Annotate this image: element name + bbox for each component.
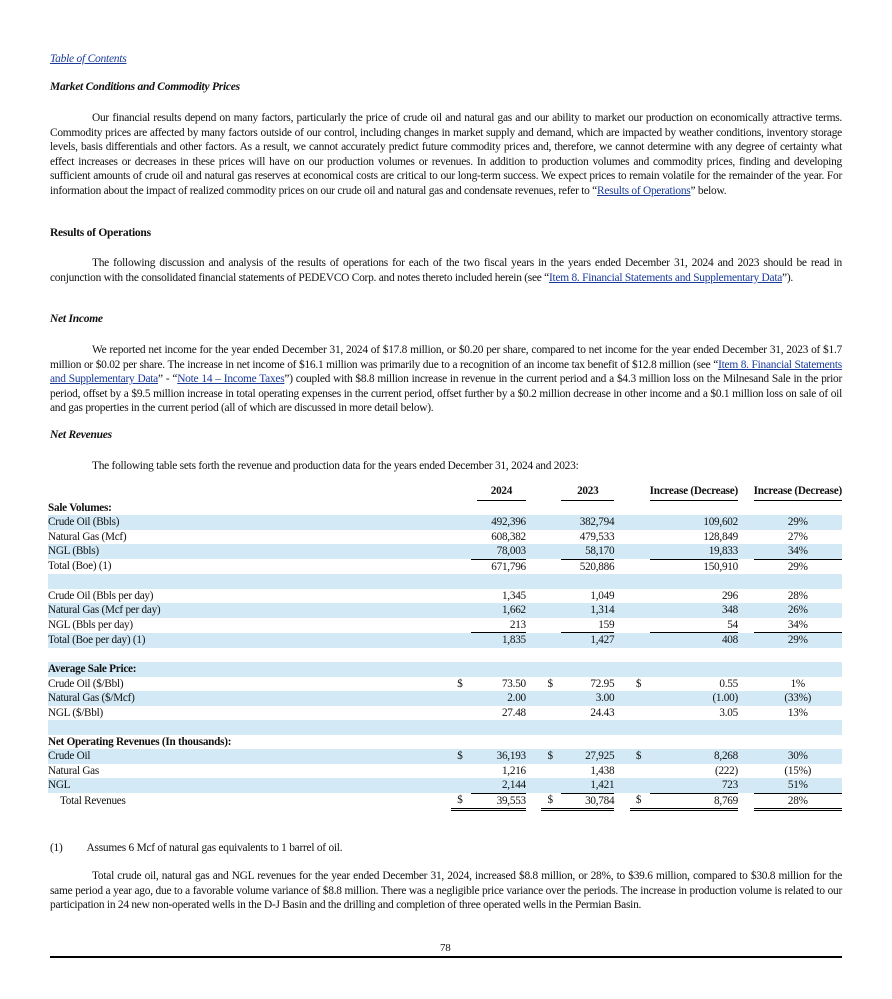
dollar-sign [451, 603, 471, 618]
dollar-sign [630, 778, 650, 793]
dollar-sign [451, 559, 471, 574]
value-2024: 1,345 [501, 589, 526, 602]
dollar-sign [451, 633, 471, 648]
dollar-sign [630, 603, 650, 618]
value-change-percent [754, 662, 842, 677]
table-row [48, 764, 842, 779]
dollar-sign: $ [451, 749, 471, 764]
dollar-sign [451, 691, 471, 706]
value-2023: 30,784 [561, 793, 614, 810]
value-2024: 671,796 [491, 560, 526, 573]
value-change-percent: 27% [787, 530, 808, 543]
value-change: 296 [721, 589, 738, 602]
dollar-sign [451, 706, 471, 721]
dollar-sign [630, 544, 650, 559]
value-2024 [471, 735, 526, 750]
dollar-sign [630, 735, 650, 750]
value-2023: 1,438 [590, 764, 615, 777]
revenue-production-table [48, 484, 842, 811]
dollar-sign [541, 544, 561, 559]
value-change-percent [754, 574, 842, 589]
row-label: Crude Oil ($/Bbl) [48, 677, 124, 690]
value-2024: 78,003 [471, 544, 526, 559]
dollar-sign: $ [547, 677, 553, 690]
dollar-sign [451, 544, 471, 559]
value-2024: 2.00 [471, 691, 526, 706]
footnote-text: Assumes 6 Mcf of natural gas equivalents to 1 barrel of oil. [86, 842, 343, 854]
value-2024: 73.50 [501, 677, 526, 690]
footnote [50, 842, 342, 854]
footnote-marker: (1) [50, 842, 63, 854]
row-label: Natural Gas (Mcf) [48, 530, 127, 543]
paragraph-text: Our financial results depend on many factors, particularly the price of crude oil and natural gas and our ability to market our production on economically attractive terms. Commodity prices are affected by many factors outside of our control, including changes in market supply and demand, which are impacted by weather conditions, inventory storage levels, basis differentials and other factors. As a result, we cannot accurately predict future commodity prices and, therefore, we cannot determine with any degree of certainty what effect increases or decreases in these prices will have on our production volumes or revenues. In addition to production volumes and commodity prices, finding and developing sufficient amounts of crude oil and natural gas reserves at economical costs are critical to our long-term success. We expect prices to remain volatile for the remainder of the year. For information about the impact of realized commodity prices on our crude oil and natural gas and condensate revenues, refer to “ [50, 112, 842, 197]
col-header-2024: 2024 [477, 484, 526, 501]
value-change-percent: (33%) [754, 691, 842, 706]
market-conditions-paragraph [50, 111, 842, 199]
item8-link[interactable]: Item 8. Financial Statements and Supplementary Data [549, 271, 783, 284]
value-change: 8,268 [650, 749, 738, 764]
table-row [48, 603, 842, 618]
row-label: Natural Gas (Mcf per day) [48, 603, 451, 618]
value-2024 [471, 720, 526, 735]
item8-link[interactable]: Item 8. Financial Statements and Supplementary Data [50, 358, 842, 386]
note14-link[interactable]: Note 14 – Income Taxes [177, 373, 285, 386]
value-change [650, 648, 738, 663]
value-change-percent: 28% [787, 589, 808, 602]
value-change-percent: 29% [754, 515, 842, 530]
table-row [48, 749, 842, 764]
value-change: (222) [714, 764, 738, 777]
row-label: NGL (Bbls) [48, 544, 451, 559]
value-change-percent: 13% [787, 706, 808, 719]
table-row [48, 544, 842, 559]
dollar-sign: $ [630, 793, 650, 810]
dollar-sign [630, 530, 650, 545]
value-2023: 58,170 [561, 544, 614, 559]
value-2024: 492,396 [471, 515, 526, 530]
value-2023: 479,533 [579, 530, 615, 543]
dollar-sign [541, 720, 561, 735]
value-change-percent: 1% [790, 677, 805, 690]
row-label: Natural Gas [48, 764, 99, 777]
paragraph-text: ” below. [690, 184, 727, 197]
value-change: 109,602 [650, 515, 738, 530]
value-2023: 382,794 [561, 515, 614, 530]
value-change [650, 574, 738, 589]
dollar-sign: $ [630, 749, 650, 764]
table-row [48, 662, 842, 677]
value-change: 0.55 [719, 677, 738, 690]
row-label [48, 648, 451, 663]
dollar-sign [630, 720, 650, 735]
value-change: 128,849 [703, 530, 738, 543]
row-label [48, 574, 451, 589]
dollar-sign [630, 691, 650, 706]
value-2024: 39,553 [471, 793, 526, 810]
paragraph-text: ”) coupled with $8.8 million increase in revenue in the current period and a $4.3 million loss on the Milnesand Sale in the prior period, offset by a $9.5 million increase in total operating expenses in the current period, offset further by a $0.2 million decrease in other income and a $0.1 million loss on sale of oil and gas properties in the current period (all of which are discussed in more detail below). [50, 373, 842, 415]
value-2023: 24.43 [590, 706, 615, 719]
table-spacer-row [48, 720, 842, 735]
value-change-percent: 29% [754, 633, 842, 648]
dollar-sign [541, 589, 561, 604]
dollar-sign: $ [457, 677, 463, 690]
section-heading-net-revenues: Net Revenues [50, 429, 112, 441]
row-label: Total (Boe) (1) [48, 560, 112, 573]
value-change-percent [754, 648, 842, 663]
table-row [48, 691, 842, 706]
value-2024: 1,835 [471, 633, 526, 648]
value-2024 [471, 501, 526, 516]
dollar-sign [541, 764, 561, 779]
paragraph-text: ” - “ [157, 373, 178, 386]
value-2023: 27,925 [561, 749, 614, 764]
table-row [48, 778, 842, 793]
paragraph-text: Total crude oil, natural gas and NGL revenues for the year ended December 31, 2024, increased $8.8 million, or 28%, to $39.6 million, compared to $30.8 million for the same period a year ago, due to a favorable volume variance of $8.8 million. There was a negligible price variance over the periods. The increase in production volume is related to our participation in 24 new non-operated wells in the D-J Basin and the drilling and completion of three operated wells in the Permian Basin. [50, 870, 842, 912]
value-change [650, 662, 738, 677]
row-label: Total Revenues [60, 795, 126, 807]
value-2023 [561, 662, 614, 677]
dollar-sign [451, 501, 471, 516]
dollar-sign [630, 501, 650, 516]
section-heading-market-conditions: Market Conditions and Commodity Prices [50, 81, 240, 93]
value-change-percent: 26% [754, 603, 842, 618]
value-2023: 3.00 [561, 691, 614, 706]
value-change: 723 [650, 778, 738, 793]
value-2024: 1,662 [471, 603, 526, 618]
value-2024: 1,216 [501, 764, 526, 777]
page-number: 78 [440, 942, 451, 954]
value-2024: 36,193 [471, 749, 526, 764]
dollar-sign [451, 735, 471, 750]
row-label [48, 720, 451, 735]
row-label: Natural Gas ($/Mcf) [48, 691, 451, 706]
col-header-2023: 2023 [561, 484, 614, 501]
row-label: Crude Oil [48, 749, 451, 764]
footer-rule [50, 956, 842, 958]
dollar-sign [630, 589, 650, 604]
dollar-sign [541, 735, 561, 750]
col-header-increase-percent: Increase (Decrease) [754, 484, 842, 501]
value-2024: 608,382 [491, 530, 526, 543]
row-label: Total (Boe per day) (1) [48, 633, 451, 648]
dollar-sign [541, 633, 561, 648]
dollar-sign [630, 706, 650, 721]
row-label: Net Operating Revenues (In thousands): [48, 735, 232, 748]
dollar-sign [451, 720, 471, 735]
value-change-percent [754, 735, 842, 750]
value-2024 [471, 662, 526, 677]
table-spacer-row [48, 574, 842, 589]
results-paragraph [50, 256, 842, 285]
dollar-sign [451, 662, 471, 677]
section-heading-net-income: Net Income [50, 313, 103, 325]
dollar-sign [541, 618, 561, 633]
row-label: Crude Oil (Bbls) [48, 515, 451, 530]
table-row [48, 706, 842, 721]
dollar-sign: $ [635, 677, 642, 690]
row-label: Crude Oil (Bbls per day) [48, 589, 154, 602]
dollar-sign [451, 618, 471, 633]
value-2023: 520,886 [579, 560, 615, 573]
value-2023 [561, 501, 614, 516]
row-label: NGL [48, 778, 451, 793]
net-income-paragraph [50, 343, 842, 416]
value-2024: 213 [471, 618, 526, 633]
table-row [48, 633, 842, 648]
value-change-percent [754, 720, 842, 735]
paragraph-text: The following table sets forth the revenue and production data for the years ended December 31, 2024 and 2023: [92, 460, 579, 472]
results-of-operations-link[interactable]: Results of Operations [597, 184, 691, 197]
dollar-sign [630, 559, 650, 574]
dollar-sign [451, 530, 471, 545]
dollar-sign: $ [541, 793, 561, 810]
row-label: NGL (Bbls per day) [48, 618, 133, 631]
dollar-sign [630, 648, 650, 663]
value-change-percent: 30% [754, 749, 842, 764]
dollar-sign [630, 574, 650, 589]
value-2023 [561, 735, 614, 750]
value-2024: 27.48 [501, 706, 526, 719]
value-2023 [561, 720, 614, 735]
value-2024 [471, 648, 526, 663]
value-2023: 72.95 [590, 677, 615, 690]
dollar-sign [630, 662, 650, 677]
dollar-sign [451, 764, 471, 779]
dollar-sign [630, 764, 650, 779]
dollar-sign [451, 778, 471, 793]
dollar-sign [630, 618, 650, 633]
table-of-contents-link[interactable]: Table of Contents [50, 53, 127, 65]
value-2023: 1,049 [590, 589, 615, 602]
value-change-percent [754, 501, 842, 516]
row-label: Sale Volumes: [48, 501, 112, 514]
dollar-sign: $ [451, 793, 471, 810]
dollar-sign [541, 706, 561, 721]
col-header-increase-amount: Increase (Decrease) [650, 484, 738, 501]
paragraph-text: We reported net income for the year ended December 31, 2024 of $17.8 million, or $0.20 per share, compared to net income for the year ended December 31, 2023 of $1.7 million or $0.02 per share. The increase in net income of $16.1 million was primarily due to a recognition of an income tax benefit of $12.8 million (see “ [50, 344, 842, 371]
table-row [48, 677, 842, 692]
value-2023 [561, 574, 614, 589]
row-label: Average Sale Price: [48, 662, 451, 677]
dollar-sign [541, 691, 561, 706]
value-2023: 1,427 [561, 633, 614, 648]
value-change-percent: 34% [754, 618, 842, 633]
value-2023 [561, 648, 614, 663]
paragraph-text: ”). [782, 271, 793, 284]
table-row [48, 501, 842, 516]
value-change: 348 [650, 603, 738, 618]
dollar-sign [541, 574, 561, 589]
value-change-percent: (15%) [784, 764, 812, 777]
value-2023: 159 [561, 618, 614, 633]
value-2023: 1,314 [561, 603, 614, 618]
value-change: 8,769 [650, 793, 738, 810]
value-change-percent: 51% [754, 778, 842, 793]
paragraph-text: The following discussion and analysis of the results of operations for each of the two fiscal years in the years ended December 31, 2024 and 2023 should be read in conjunction with the consolidated financial statements of PEDEVCO Corp. and notes thereto included herein (see “ [50, 257, 842, 284]
value-2023: 1,421 [561, 778, 614, 793]
table-row [48, 793, 842, 810]
section-heading-results-of-operations: Results of Operations [50, 227, 151, 239]
dollar-sign [541, 501, 561, 516]
dollar-sign [630, 515, 650, 530]
table-header-row [48, 484, 842, 501]
value-2024: 2,144 [471, 778, 526, 793]
dollar-sign [630, 633, 650, 648]
value-change-percent: 34% [754, 544, 842, 559]
dollar-sign [541, 515, 561, 530]
value-change: 150,910 [703, 560, 738, 573]
row-label: NGL ($/Bbl) [48, 706, 103, 719]
table-spacer-row [48, 648, 842, 663]
table-row [48, 530, 842, 545]
table-row [48, 589, 842, 604]
value-change: 408 [650, 633, 738, 648]
value-change-percent: 28% [754, 793, 842, 810]
dollar-sign [541, 603, 561, 618]
value-change [650, 735, 738, 750]
dollar-sign [451, 589, 471, 604]
table-row [48, 735, 842, 750]
dollar-sign [541, 648, 561, 663]
value-change-percent: 29% [787, 560, 808, 573]
value-change [650, 501, 738, 516]
dollar-sign [451, 515, 471, 530]
value-change: 54 [650, 618, 738, 633]
dollar-sign: $ [541, 749, 561, 764]
table-row [48, 559, 842, 574]
value-change: 3.05 [719, 706, 738, 719]
net-revenues-intro [50, 459, 842, 474]
dollar-sign [451, 648, 471, 663]
dollar-sign [541, 662, 561, 677]
value-change: (1.00) [650, 691, 738, 706]
dollar-sign [451, 574, 471, 589]
value-change [650, 720, 738, 735]
table-row [48, 618, 842, 633]
table-row [48, 515, 842, 530]
dollar-sign [541, 530, 561, 545]
value-2024 [471, 574, 526, 589]
dollar-sign [541, 778, 561, 793]
dollar-sign [541, 559, 561, 574]
value-change: 19,833 [650, 544, 738, 559]
closing-paragraph [50, 869, 842, 913]
